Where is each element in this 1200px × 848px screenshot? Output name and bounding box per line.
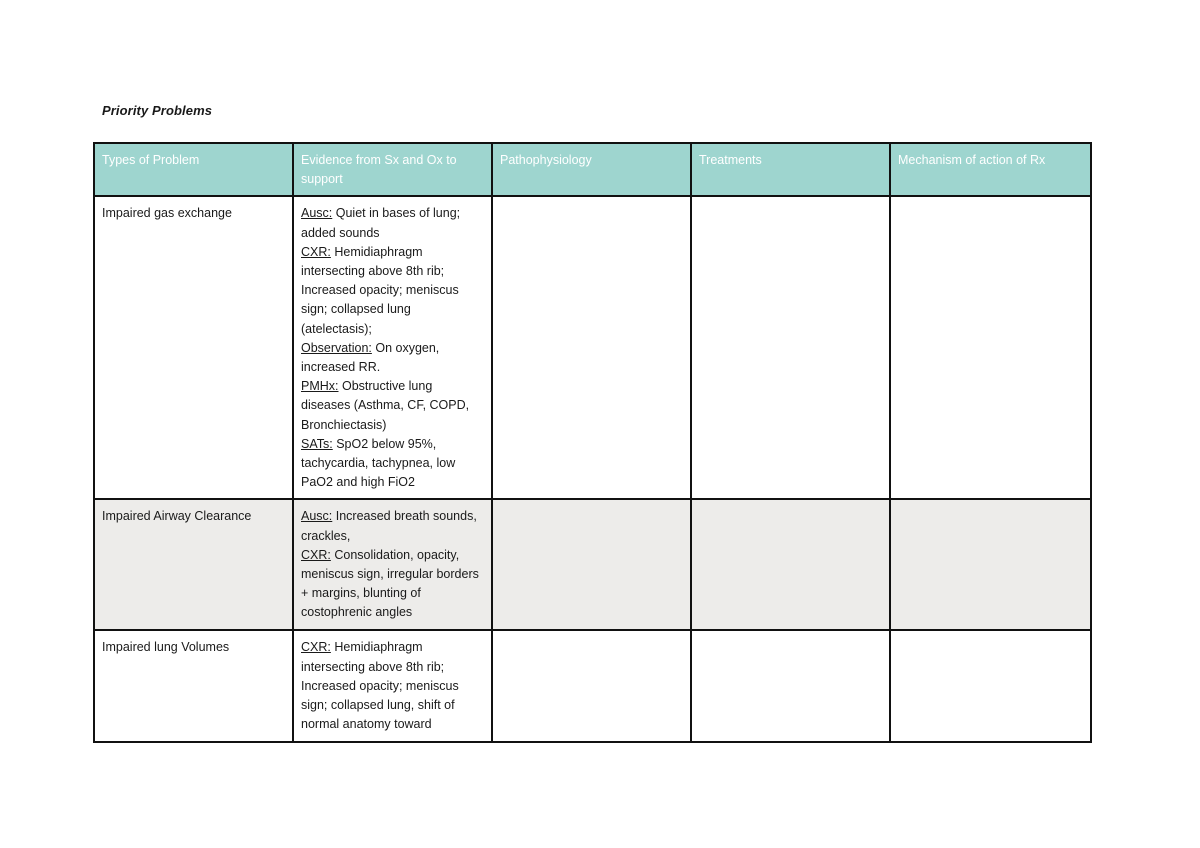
evidence-text: Obstructive lung diseases (Asthma, CF, COPD, Bronchiectasis) (301, 379, 470, 432)
header-row (94, 143, 1091, 196)
treatments-cell[interactable] (691, 196, 890, 499)
table-row (94, 630, 1091, 742)
evidence-label: PMHx: (301, 379, 339, 394)
mechanism-cell[interactable] (890, 196, 1091, 499)
header-pathophysiology: Pathophysiology (492, 143, 691, 196)
pathophysiology-cell[interactable] (492, 630, 691, 742)
header-treatments: Treatments (691, 143, 890, 196)
evidence-text: Hemidiaphragm intersecting above 8th rib; Increased opacity; meniscus sign; collapsed lung, shift of normal anatomy toward (301, 640, 459, 732)
evidence-text: On oxygen, increased RR. (301, 340, 440, 375)
evidence-cell (293, 196, 492, 499)
evidence-label: CXR: (301, 547, 331, 562)
problem-cell: Impaired gas exchange (94, 196, 293, 499)
evidence-cell (293, 499, 492, 630)
treatments-cell[interactable] (691, 630, 890, 742)
evidence-item (301, 204, 485, 242)
evidence-label: CXR: (301, 244, 331, 259)
evidence-cell (293, 630, 492, 742)
evidence-item (301, 546, 485, 623)
evidence-item (301, 243, 485, 339)
table-row (94, 499, 1091, 630)
treatments-cell[interactable] (691, 499, 890, 630)
evidence-text: Quiet in bases of lung; added sounds (301, 206, 461, 240)
evidence-item (301, 377, 485, 435)
evidence-label: Ausc: (301, 206, 333, 221)
evidence-item (301, 638, 485, 734)
evidence-text: Consolidation, opacity, meniscus sign, irregular borders + margins, blunting of costophrenic angles (301, 547, 479, 620)
mechanism-cell[interactable] (890, 630, 1091, 742)
evidence-label: SATs: (301, 436, 333, 451)
evidence-text: Increased breath sounds, crackles, (301, 509, 477, 543)
evidence-label: Ausc: (301, 509, 333, 524)
problem-cell: Impaired lung Volumes (94, 630, 293, 742)
priority-problems-table (93, 142, 1092, 743)
evidence-item (301, 435, 485, 493)
mechanism-cell[interactable] (890, 499, 1091, 630)
evidence-label: CXR: (301, 640, 331, 655)
page-title: Priority Problems (102, 103, 213, 118)
header-mechanism: Mechanism of action of Rx (890, 143, 1091, 196)
pathophysiology-cell[interactable] (492, 196, 691, 499)
evidence-item (301, 339, 485, 377)
table-row (94, 196, 1091, 499)
evidence-label: Observation: (301, 340, 372, 355)
header-types-of-problem: Types of Problem (94, 143, 293, 196)
evidence-text: SpO2 below 95%, tachycardia, tachypnea, low PaO2 and high FiO2 (301, 436, 456, 490)
evidence-text: Hemidiaphragm intersecting above 8th rib; Increased opacity; meniscus sign; collapsed lung (atelectasis); (301, 244, 459, 336)
header-evidence: Evidence from Sx and Ox to support (293, 143, 492, 196)
problem-cell: Impaired Airway Clearance (94, 499, 293, 630)
pathophysiology-cell[interactable] (492, 499, 691, 630)
evidence-item (301, 507, 485, 545)
